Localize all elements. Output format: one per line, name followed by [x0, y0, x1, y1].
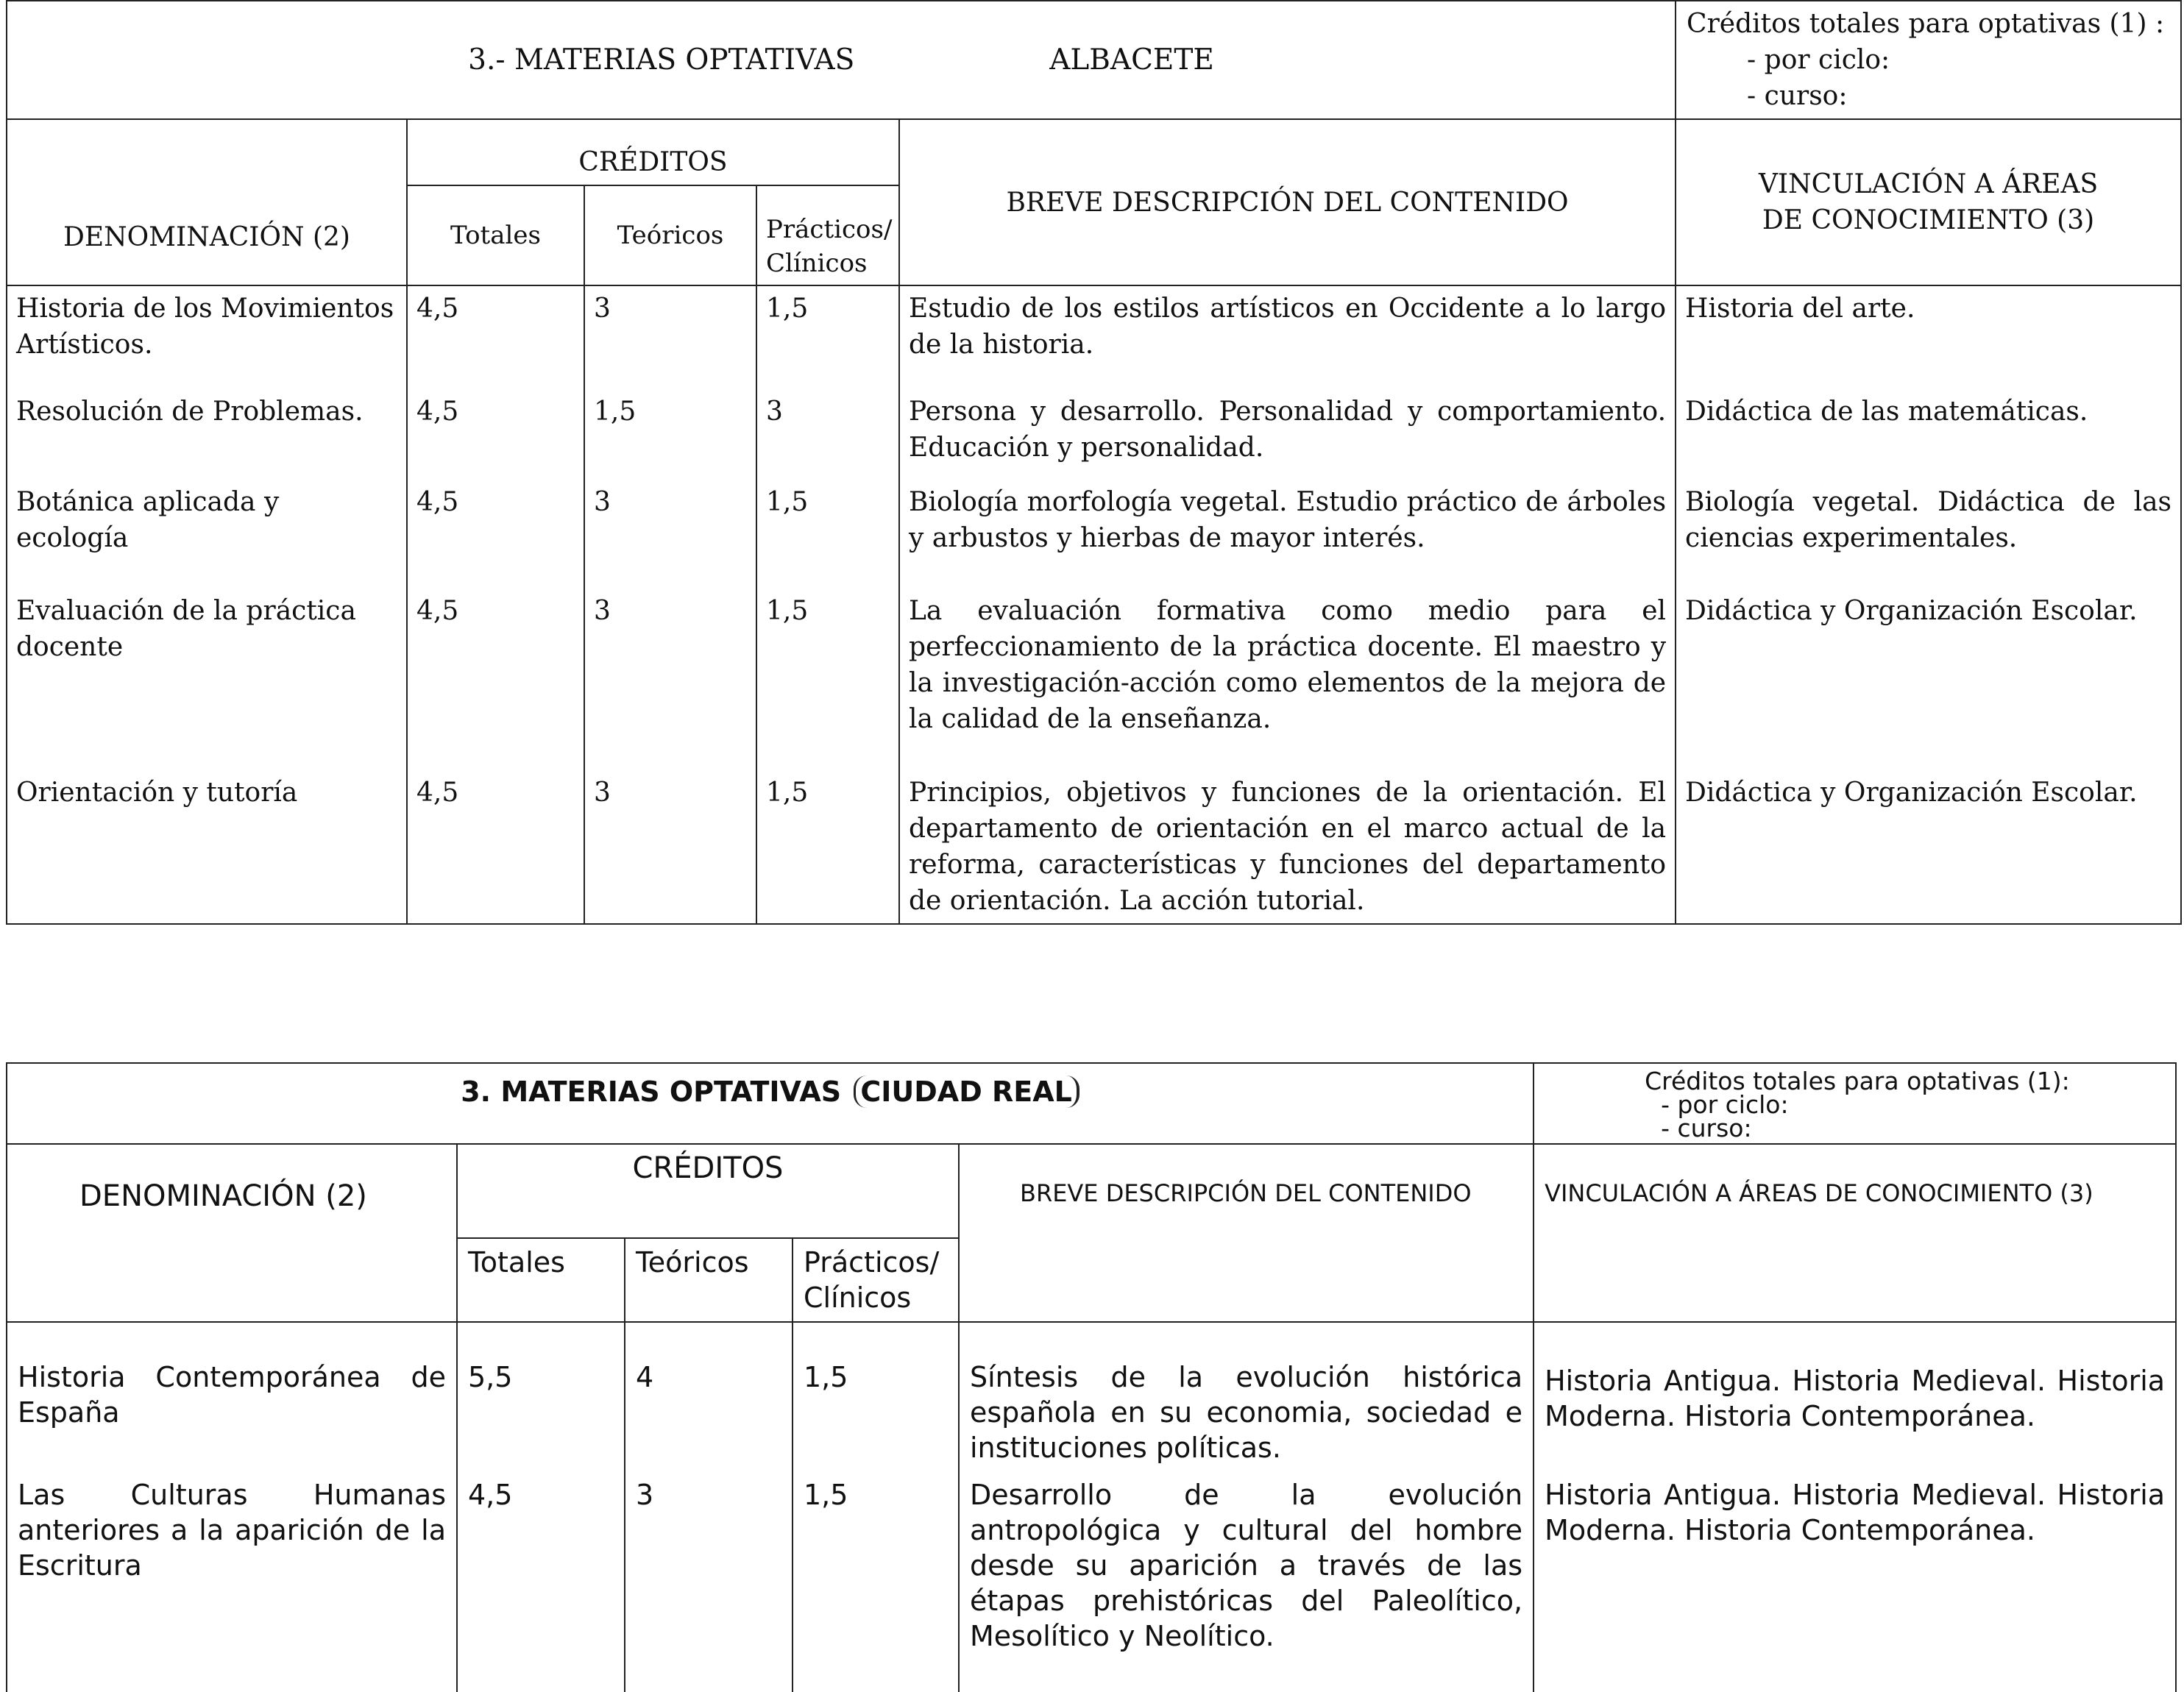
row-name: Orientación y tutoría [7, 770, 407, 924]
row-descripcion: Persona y desarrollo. Personalidad y comportamiento. Educación y personalidad. [899, 389, 1676, 480]
table-row [7, 1322, 2176, 1471]
row-teoricos: 1,5 [584, 389, 756, 480]
row-name: Botánica aplicada y ecología [7, 480, 407, 589]
row-descripcion: Síntesis de la evolución histórica española en su economia, sociedad e instituciones políticas. [959, 1322, 1534, 1471]
row-vinculacion: Didáctica de las matemáticas. [1676, 389, 2181, 480]
row-teoricos: 3 [584, 285, 756, 389]
table-row [7, 389, 2181, 480]
row-name: Evaluación de la práctica docente [7, 589, 407, 770]
header-creditos: CRÉDITOS [457, 1144, 959, 1238]
header-creditos: CRÉDITOS [407, 119, 899, 185]
table-row [7, 480, 2181, 589]
row-totales: 4,5 [407, 480, 584, 589]
table-row [7, 589, 2181, 770]
table-location: ALBACETE [1049, 43, 1214, 77]
header-descripcion: BREVE DESCRIPCIÓN DEL CONTENIDO [959, 1144, 1534, 1322]
row-totales: 4,5 [407, 589, 584, 770]
row-teoricos: 4 [625, 1322, 793, 1471]
row-vinculacion: Didáctica y Organización Escolar. [1676, 589, 2181, 770]
row-practicos: 1,5 [793, 1322, 959, 1471]
credits-info-line3: - curso: [1661, 1114, 1752, 1142]
row-descripcion: La evaluación formativa como medio para el perfeccionamiento de la práctica docente. El maestro y la investigación-acción como elementos de la mejora de la calidad de la enseñanza. [899, 589, 1676, 770]
row-practicos: 1,5 [756, 285, 899, 389]
table-title: 3.- MATERIAS OPTATIVAS [468, 43, 855, 77]
credits-info-cell [1676, 1, 2181, 119]
albacete-table [6, 0, 2182, 925]
row-name: Las Culturas Humanas anteriores a la aparición de la Escritura [7, 1471, 457, 1692]
row-practicos: 1,5 [756, 589, 899, 770]
header-practicos: Prácticos/ Clínicos [756, 185, 899, 285]
row-name: Historia de los Movimientos Artísticos. [7, 285, 407, 389]
row-practicos: 3 [756, 389, 899, 480]
table-title: 3. MATERIAS OPTATIVAS [461, 1076, 842, 1108]
row-practicos: 1,5 [756, 770, 899, 924]
row-totales: 5,5 [457, 1322, 625, 1471]
credits-info-line2: - por ciclo: [1747, 45, 1890, 75]
row-totales: 4,5 [407, 285, 584, 389]
header-descripcion: BREVE DESCRIPCIÓN DEL CONTENIDO [899, 119, 1676, 285]
row-teoricos: 3 [584, 480, 756, 589]
header-totales: Totales [457, 1238, 625, 1322]
row-teoricos: 3 [584, 770, 756, 924]
row-descripcion: Biología morfología vegetal. Estudio práctico de árboles y arbustos y hierbas de mayor interés. [899, 480, 1676, 589]
row-totales: 4,5 [407, 389, 584, 480]
row-teoricos: 3 [584, 589, 756, 770]
row-practicos: 1,5 [793, 1471, 959, 1692]
table-location: CIUDAD REAL [854, 1076, 1079, 1108]
table-row [7, 1471, 2176, 1692]
credits-info-line2: - por ciclo: [1661, 1090, 1789, 1119]
ciudad-real-table [6, 1062, 2177, 1692]
credits-info-line1: Créditos totales para optativas (1): [1645, 1067, 2070, 1095]
row-descripcion: Estudio de los estilos artísticos en Occidente a lo largo de la historia. [899, 285, 1676, 389]
header-practicos: Prácticos/ Clínicos [793, 1238, 959, 1322]
row-name: Resolución de Problemas. [7, 389, 407, 480]
header-denominacion: DENOMINACIÓN (2) [7, 1144, 457, 1322]
row-teoricos: 3 [625, 1471, 793, 1692]
header-vinculacion: VINCULACIÓN A ÁREAS DE CONOCIMIENTO (3) [1534, 1144, 2176, 1322]
row-vinculacion: Didáctica y Organización Escolar. [1676, 770, 2181, 924]
row-vinculacion: Biología vegetal. Didáctica de las ciencias experimentales. [1676, 480, 2181, 589]
table-title-cell [7, 1, 1676, 119]
header-denominacion: DENOMINACIÓN (2) [7, 119, 407, 285]
header-vinculacion: VINCULACIÓN A ÁREAS DE CONOCIMIENTO (3) [1676, 119, 2181, 285]
credits-info-cell [1534, 1063, 2176, 1144]
row-vinculacion: Historia Antigua. Historia Medieval. Historia Moderna. Historia Contemporánea. [1534, 1471, 2176, 1692]
row-vinculacion: Historia del arte. [1676, 285, 2181, 389]
row-totales: 4,5 [407, 770, 584, 924]
credits-info-line3: - curso: [1747, 81, 1848, 111]
row-name: Historia Contemporánea de España [7, 1322, 457, 1471]
row-practicos: 1,5 [756, 480, 899, 589]
header-totales: Totales [407, 185, 584, 285]
credits-info-line1: Créditos totales para optativas (1) : [1687, 9, 2165, 39]
table-row [7, 770, 2181, 924]
header-teoricos: Teóricos [625, 1238, 793, 1322]
row-vinculacion: Historia Antigua. Historia Medieval. Historia Moderna. Historia Contemporánea. [1534, 1322, 2176, 1471]
row-descripcion: Principios, objetivos y funciones de la orientación. El departamento de orientación en el marco actual de la reforma, características y funciones del departamento de orientación. La acción tutorial. [899, 770, 1676, 924]
header-teoricos: Teóricos [584, 185, 756, 285]
table-title-cell [7, 1063, 1534, 1144]
row-totales: 4,5 [457, 1471, 625, 1692]
table-row [7, 285, 2181, 389]
row-descripcion: Desarrollo de la evolución antropológica y cultural del hombre desde su aparición a través de las étapas prehistóricas del Paleolítico, Mesolítico y Neolítico. [959, 1471, 1534, 1692]
